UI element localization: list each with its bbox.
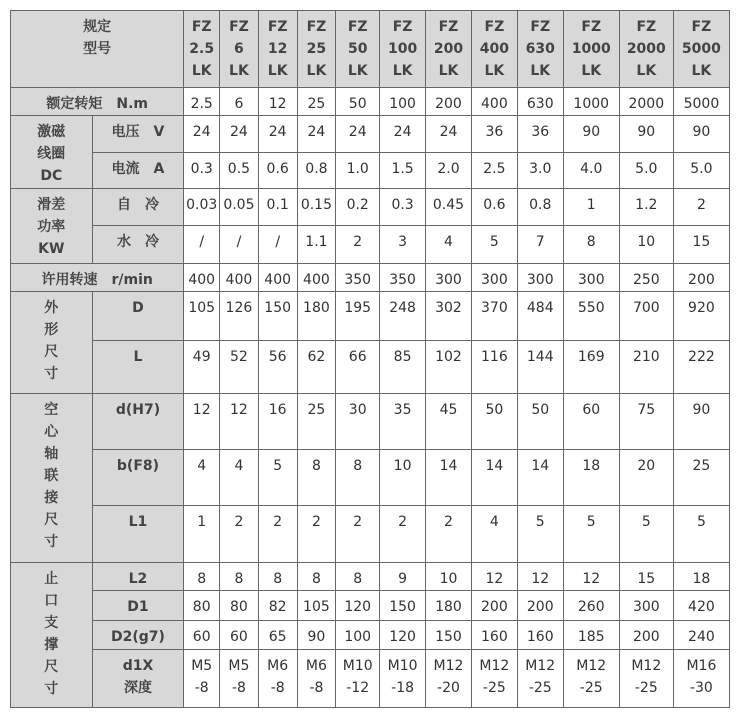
value-cell: 90: [297, 621, 336, 650]
value-cell: 80: [184, 591, 220, 621]
value-cell: 62: [297, 341, 336, 394]
value-cell: 350: [336, 264, 380, 292]
value-cell: 5: [619, 506, 673, 563]
outline-l-label: L: [92, 341, 184, 394]
value-cell: 90: [619, 116, 673, 153]
value-cell: 5: [471, 226, 517, 264]
value-cell: 200: [471, 591, 517, 621]
value-cell: 4: [220, 450, 259, 506]
shaft-d-row: [11, 394, 730, 450]
value-cell: 2: [258, 506, 297, 563]
value-cell: 56: [258, 341, 297, 394]
value-cell: 12: [517, 563, 563, 591]
value-cell: 60: [184, 621, 220, 650]
value-cell: 24: [297, 116, 336, 153]
value-cell: M10 -12: [336, 650, 380, 708]
model-header-cell: FZ 50 LK: [336, 11, 380, 88]
value-cell: 5.0: [619, 153, 673, 189]
value-cell: 400: [297, 264, 336, 292]
value-cell: 24: [220, 116, 259, 153]
value-cell: 4.0: [563, 153, 619, 189]
slip-water-label: 水 冷: [92, 226, 184, 264]
value-cell: 15: [673, 226, 729, 264]
value-cell: 120: [336, 591, 380, 621]
spigot-d1x-label: d1X 深度: [92, 650, 184, 708]
value-cell: 150: [258, 292, 297, 341]
value-cell: 0.3: [380, 189, 426, 226]
value-cell: 200: [426, 88, 472, 116]
corner-header: 规定 型号: [11, 11, 184, 88]
value-cell: 66: [336, 341, 380, 394]
value-cell: 12: [184, 394, 220, 450]
value-cell: 24: [426, 116, 472, 153]
value-cell: 30: [336, 394, 380, 450]
outline-d-row: [11, 292, 730, 341]
spigot-l2-label: L2: [92, 563, 184, 591]
value-cell: 300: [563, 264, 619, 292]
value-cell: 400: [184, 264, 220, 292]
value-cell: 100: [336, 621, 380, 650]
value-cell: 700: [619, 292, 673, 341]
outline-d-label: D: [92, 292, 184, 341]
value-cell: 8: [297, 450, 336, 506]
value-cell: 50: [517, 394, 563, 450]
value-cell: 50: [336, 88, 380, 116]
value-cell: 4: [184, 450, 220, 506]
value-cell: 24: [380, 116, 426, 153]
slip-group-label: 滑差 功率 KW: [11, 189, 93, 264]
value-cell: 2: [426, 506, 472, 563]
value-cell: 144: [517, 341, 563, 394]
value-cell: 3: [380, 226, 426, 264]
value-cell: 400: [220, 264, 259, 292]
value-cell: 6: [220, 88, 259, 116]
value-cell: 16: [258, 394, 297, 450]
value-cell: 400: [471, 88, 517, 116]
value-cell: 2: [380, 506, 426, 563]
value-cell: /: [258, 226, 297, 264]
value-cell: 90: [563, 116, 619, 153]
value-cell: 14: [517, 450, 563, 506]
value-cell: 36: [517, 116, 563, 153]
value-cell: 150: [380, 591, 426, 621]
value-cell: 200: [517, 591, 563, 621]
value-cell: 10: [380, 450, 426, 506]
voltage-row: [11, 116, 730, 153]
value-cell: 2: [673, 189, 729, 226]
value-cell: 12: [471, 563, 517, 591]
value-cell: 300: [426, 264, 472, 292]
value-cell: M16 -30: [673, 650, 729, 708]
value-cell: 10: [619, 226, 673, 264]
value-cell: M12 -20: [426, 650, 472, 708]
value-cell: 126: [220, 292, 259, 341]
value-cell: 1.5: [380, 153, 426, 189]
model-header-cell: FZ 6 LK: [220, 11, 259, 88]
value-cell: 160: [517, 621, 563, 650]
model-header-cell: FZ 100 LK: [380, 11, 426, 88]
slip-air-label: 自 冷: [92, 189, 184, 226]
value-cell: 15: [619, 563, 673, 591]
value-cell: 2.5: [471, 153, 517, 189]
value-cell: 75: [619, 394, 673, 450]
value-cell: M12 -25: [619, 650, 673, 708]
value-cell: M5 -8: [220, 650, 259, 708]
slip-air-row: [11, 189, 730, 226]
model-header-cell: FZ 400 LK: [471, 11, 517, 88]
value-cell: 24: [184, 116, 220, 153]
value-cell: 2000: [619, 88, 673, 116]
shaft-l1-label: L1: [92, 506, 184, 563]
value-cell: 630: [517, 88, 563, 116]
value-cell: 82: [258, 591, 297, 621]
value-cell: 102: [426, 341, 472, 394]
model-header-cell: FZ 2000 LK: [619, 11, 673, 88]
spigot-l2-row: [11, 563, 730, 591]
value-cell: 8: [184, 563, 220, 591]
value-cell: 300: [471, 264, 517, 292]
model-header-cell: FZ 630 LK: [517, 11, 563, 88]
spigot-d1x-row: [11, 650, 730, 708]
value-cell: 0.3: [184, 153, 220, 189]
value-cell: 1.1: [297, 226, 336, 264]
value-cell: 0.05: [220, 189, 259, 226]
value-cell: 2: [336, 506, 380, 563]
current-label: 电流 A: [92, 153, 184, 189]
value-cell: 210: [619, 341, 673, 394]
spec-table: [10, 10, 730, 708]
spigot-d2-label: D2(g7): [92, 621, 184, 650]
value-cell: 180: [426, 591, 472, 621]
value-cell: 920: [673, 292, 729, 341]
value-cell: 8: [336, 450, 380, 506]
value-cell: 0.03: [184, 189, 220, 226]
shaft-b-label: b(F8): [92, 450, 184, 506]
value-cell: 5: [517, 506, 563, 563]
value-cell: 400: [258, 264, 297, 292]
shaft-l1-row: [11, 506, 730, 563]
value-cell: 260: [563, 591, 619, 621]
value-cell: 1.0: [336, 153, 380, 189]
value-cell: 300: [517, 264, 563, 292]
value-cell: 14: [471, 450, 517, 506]
value-cell: /: [220, 226, 259, 264]
shaft-group-label: 空 心 轴 联 接 尺 寸: [11, 394, 93, 563]
value-cell: 2: [336, 226, 380, 264]
model-header-cell: FZ 1000 LK: [563, 11, 619, 88]
value-cell: 2.5: [184, 88, 220, 116]
value-cell: 8: [563, 226, 619, 264]
value-cell: 240: [673, 621, 729, 650]
value-cell: 302: [426, 292, 472, 341]
value-cell: 0.5: [220, 153, 259, 189]
value-cell: 1: [563, 189, 619, 226]
value-cell: M12 -25: [563, 650, 619, 708]
value-cell: 116: [471, 341, 517, 394]
value-cell: 90: [673, 394, 729, 450]
value-cell: 36: [471, 116, 517, 153]
value-cell: 1000: [563, 88, 619, 116]
value-cell: 105: [297, 591, 336, 621]
value-cell: 120: [380, 621, 426, 650]
value-cell: 0.6: [258, 153, 297, 189]
value-cell: 90: [673, 116, 729, 153]
value-cell: 8: [336, 563, 380, 591]
value-cell: 2.0: [426, 153, 472, 189]
value-cell: 420: [673, 591, 729, 621]
value-cell: M12 -25: [517, 650, 563, 708]
value-cell: 484: [517, 292, 563, 341]
value-cell: 18: [563, 450, 619, 506]
value-cell: 169: [563, 341, 619, 394]
value-cell: 195: [336, 292, 380, 341]
speed-label: 许用转速 r/min: [11, 264, 184, 292]
value-cell: 350: [380, 264, 426, 292]
value-cell: 222: [673, 341, 729, 394]
value-cell: M5 -8: [184, 650, 220, 708]
value-cell: 50: [471, 394, 517, 450]
value-cell: 370: [471, 292, 517, 341]
voltage-label: 电压 V: [92, 116, 184, 153]
value-cell: 14: [426, 450, 472, 506]
value-cell: 85: [380, 341, 426, 394]
value-cell: 7: [517, 226, 563, 264]
value-cell: 4: [471, 506, 517, 563]
value-cell: 2: [220, 506, 259, 563]
value-cell: 100: [380, 88, 426, 116]
value-cell: 9: [380, 563, 426, 591]
spigot-d1-row: [11, 591, 730, 621]
value-cell: 12: [220, 394, 259, 450]
value-cell: M6 -8: [258, 650, 297, 708]
value-cell: 185: [563, 621, 619, 650]
torque-label: 额定转矩 N.m: [11, 88, 184, 116]
value-cell: 250: [619, 264, 673, 292]
shaft-b-row: [11, 450, 730, 506]
outline-l-row: [11, 341, 730, 394]
value-cell: 1.2: [619, 189, 673, 226]
value-cell: 12: [563, 563, 619, 591]
value-cell: 180: [297, 292, 336, 341]
value-cell: 2: [297, 506, 336, 563]
slip-water-row: [11, 226, 730, 264]
value-cell: M10 -18: [380, 650, 426, 708]
value-cell: 5: [258, 450, 297, 506]
excitation-group-label: 激磁 线圈 DC: [11, 116, 93, 189]
value-cell: 60: [220, 621, 259, 650]
value-cell: 0.45: [426, 189, 472, 226]
value-cell: 24: [258, 116, 297, 153]
value-cell: 3.0: [517, 153, 563, 189]
value-cell: 5000: [673, 88, 729, 116]
value-cell: 5.0: [673, 153, 729, 189]
value-cell: 8: [258, 563, 297, 591]
value-cell: 4: [426, 226, 472, 264]
current-row: [11, 153, 730, 189]
value-cell: 25: [673, 450, 729, 506]
value-cell: M6 -8: [297, 650, 336, 708]
value-cell: 18: [673, 563, 729, 591]
model-header-cell: FZ 5000 LK: [673, 11, 729, 88]
model-header-cell: FZ 12 LK: [258, 11, 297, 88]
speed-row: [11, 264, 730, 292]
outline-group-label: 外 形 尺 寸: [11, 292, 93, 394]
value-cell: 24: [336, 116, 380, 153]
value-cell: 550: [563, 292, 619, 341]
value-cell: 150: [426, 621, 472, 650]
value-cell: 25: [297, 88, 336, 116]
value-cell: 0.15: [297, 189, 336, 226]
model-header-cell: FZ 200 LK: [426, 11, 472, 88]
spigot-d1-label: D1: [92, 591, 184, 621]
value-cell: 20: [619, 450, 673, 506]
value-cell: 60: [563, 394, 619, 450]
value-cell: 248: [380, 292, 426, 341]
value-cell: 200: [673, 264, 729, 292]
value-cell: 200: [619, 621, 673, 650]
shaft-d-label: d(H7): [92, 394, 184, 450]
value-cell: 35: [380, 394, 426, 450]
value-cell: 1: [184, 506, 220, 563]
torque-row: [11, 88, 730, 116]
value-cell: 300: [619, 591, 673, 621]
model-header-cell: FZ 25 LK: [297, 11, 336, 88]
value-cell: 0.6: [471, 189, 517, 226]
value-cell: 5: [673, 506, 729, 563]
value-cell: 160: [471, 621, 517, 650]
value-cell: 12: [258, 88, 297, 116]
value-cell: 65: [258, 621, 297, 650]
value-cell: 0.8: [517, 189, 563, 226]
value-cell: 0.2: [336, 189, 380, 226]
value-cell: 0.8: [297, 153, 336, 189]
value-cell: 5: [563, 506, 619, 563]
value-cell: 80: [220, 591, 259, 621]
spigot-d2-row: [11, 621, 730, 650]
value-cell: 45: [426, 394, 472, 450]
value-cell: 25: [297, 394, 336, 450]
value-cell: 52: [220, 341, 259, 394]
header-row: [11, 11, 730, 88]
spigot-group-label: 止 口 支 撑 尺 寸: [11, 563, 93, 708]
value-cell: 0.1: [258, 189, 297, 226]
value-cell: 49: [184, 341, 220, 394]
value-cell: 10: [426, 563, 472, 591]
value-cell: M12 -25: [471, 650, 517, 708]
value-cell: /: [184, 226, 220, 264]
value-cell: 8: [220, 563, 259, 591]
value-cell: 105: [184, 292, 220, 341]
model-header-cell: FZ 2.5 LK: [184, 11, 220, 88]
value-cell: 8: [297, 563, 336, 591]
